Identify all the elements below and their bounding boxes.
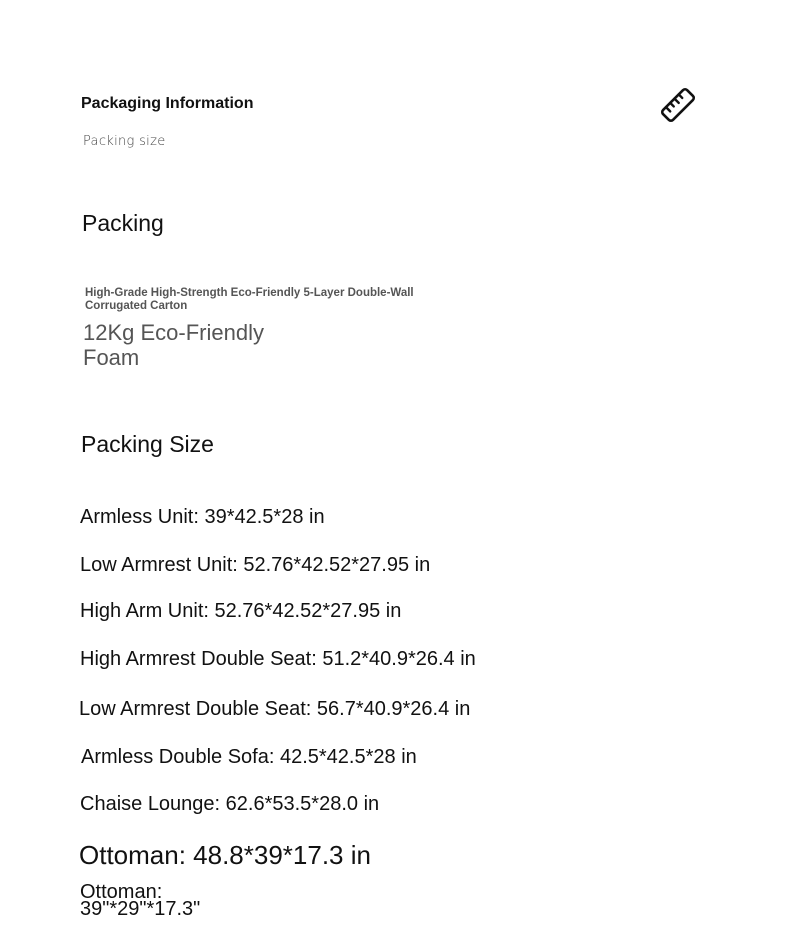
packing-size-heading: Packing Size: [81, 431, 214, 457]
ottoman-alt-label: Ottoman:: [80, 881, 163, 903]
ruler-icon: [659, 86, 697, 124]
size-item-high-arm-unit: High Arm Unit: 52.76*42.52*27.95 in: [80, 600, 402, 622]
size-item-high-armrest-double-seat: High Armrest Double Seat: 51.2*40.9*26.4 in: [80, 648, 476, 670]
packing-heading: Packing: [82, 210, 164, 236]
size-item-ottoman: Ottoman: 48.8*39*17.3 in: [79, 840, 371, 870]
size-item-armless-unit: Armless Unit: 39*42.5*28 in: [80, 506, 325, 528]
size-item-armless-double-sofa: Armless Double Sofa: 42.5*42.5*28 in: [81, 746, 417, 768]
foam-description: 12Kg Eco-Friendly Foam: [83, 320, 264, 370]
ottoman-alt-dimensions: 39"*29"*17.3": [80, 898, 201, 920]
carton-description: High-Grade High-Strength Eco-Friendly 5-Layer Double-Wall Corrugated Carton: [85, 287, 414, 312]
section-subtitle: Packing size: [83, 134, 166, 149]
size-item-ottoman-alt: [80, 881, 201, 920]
size-item-low-armrest-unit: Low Armrest Unit: 52.76*42.52*27.95 in: [80, 554, 431, 576]
section-title: Packaging Information: [81, 95, 254, 112]
size-item-chaise-lounge: Chaise Lounge: 62.6*53.5*28.0 in: [80, 793, 380, 815]
size-item-low-armrest-double-seat: Low Armrest Double Seat: 56.7*40.9*26.4 in: [79, 698, 471, 720]
